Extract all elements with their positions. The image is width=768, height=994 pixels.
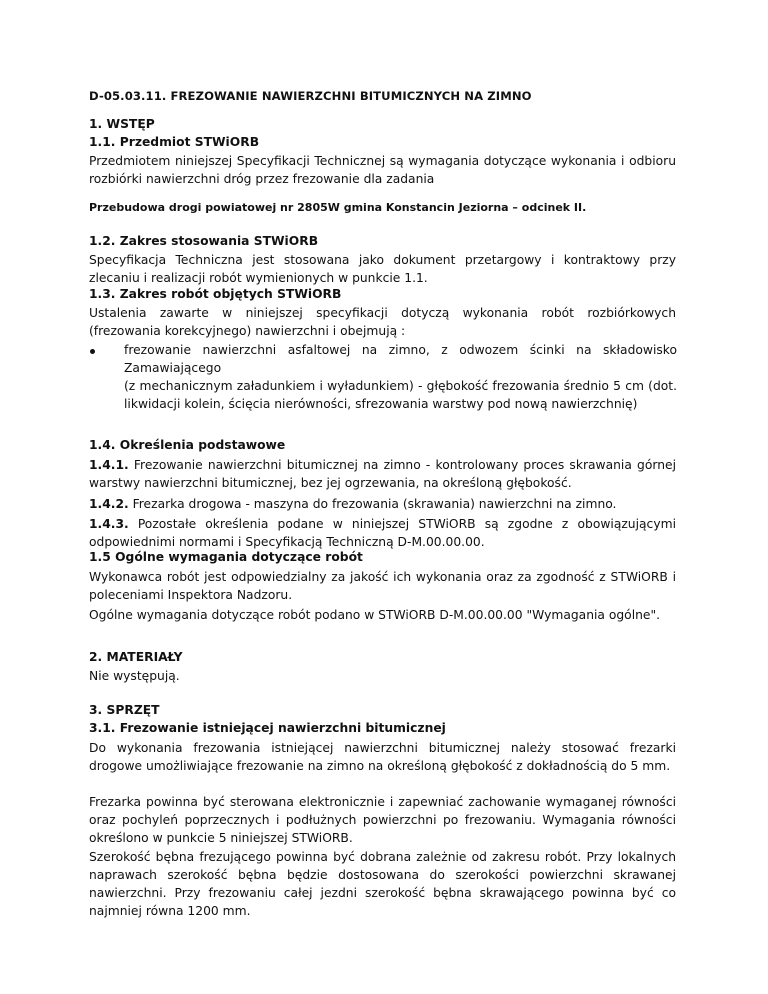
definition-text: Frezarka drogowa - maszyna do frezowania (skrawania) nawierzchni na zimno. [128, 497, 617, 511]
section-1-2-heading: 1.2. Zakres stosowania STWiORB [89, 234, 319, 248]
section-1-4-heading: 1.4. Określenia podstawowe [89, 438, 286, 452]
section-1-5-text-2: Ogólne wymagania dotyczące robót podano w STWiORB D-M.00.00.00 "Wymagania ogólne". [89, 608, 661, 622]
section-1-1-text: Przedmiotem niniejszej Specyfikacji Technicznej są wymagania dotyczące wykonania i odbioru rozbiórki nawierzchni dróg przez frezowanie dla zadania [89, 154, 676, 186]
section-2-text: Nie występują. [89, 669, 180, 683]
definition-text: Pozostałe określenia podane w niniejszej STWiORB są zgodne z obowiązującymi odpowiednimi normami i Specyfikacją Techniczną D-M.00.00.00. [89, 517, 676, 549]
section-3-1-text-3: Szerokość bębna frezującego powinna być dobrana zależnie od zakresu robót. Przy lokalnych naprawach szerokość bębna będzie dostosowana do szerokości powierzchni skrawanej nawierzchni. Przy frezowaniu całej jezdni szerokość bębna skrawającego powinna być co najmniej równa 1200 mm. [89, 850, 676, 918]
bullet-item-line-1: frezowanie nawierzchni asfaltowej na zimno, z odwozem ścinki na składowisko Zamawiającego [124, 343, 677, 375]
definition-number: 1.4.1. [89, 458, 129, 472]
section-1-2-text: Specyfikacja Techniczna jest stosowana jako dokument przetargowy i kontraktowy przy zlecaniu i realizacji robót wymienionych w punkcie 1.1. [89, 253, 676, 285]
bullet-icon [90, 349, 98, 357]
section-1-heading: 1. WSTĘP [89, 117, 155, 131]
document-title: D-05.03.11. FREZOWANIE NAWIERZCHNI BITUMICZNYCH NA ZIMNO [89, 89, 532, 103]
section-1-5-heading: 1.5 Ogólne wymagania dotyczące robót [89, 550, 363, 564]
section-3-1-text-1: Do wykonania frezowania istniejącej nawierzchni bitumicznej należy stosować frezarki drogowe umożliwiające frezowanie na zimno na określoną głębokość z dokładnością do 5 mm. [89, 741, 676, 773]
section-1-5-text-1: Wykonawca robót jest odpowiedzialny za jakość ich wykonania oraz za zgodność z STWiORB i poleceniami Inspektora Nadzoru. [89, 570, 676, 602]
definition-text: Frezowanie nawierzchni bitumicznej na zimno - kontrolowany proces skrawania górnej warstwy nawierzchni bitumicznej, bez jej ogrzewania, na określoną głębokość. [89, 458, 676, 490]
definition-1-4-3 [89, 515, 676, 551]
section-3-1-text-2: Frezarka powinna być sterowana elektronicznie i zapewniać zachowanie wymaganej równości oraz pochyleń poprzecznych i podłużnych powierzchni po frezowaniu. Wymagania równości określono w punkcie 5 niniejszej STWiORB. [89, 795, 676, 845]
section-1-3-text: Ustalenia zawarte w niniejszej specyfikacji dotyczą wykonania robót rozbiórkowych (frezowania korekcyjnego) nawierzchni i obejmują : [89, 306, 676, 338]
definition-number: 1.4.3. [89, 517, 129, 531]
section-1-3-heading: 1.3. Zakres robót objętych STWiORB [89, 287, 342, 301]
definition-number: 1.4.2. [89, 497, 129, 511]
section-3-heading: 3. SPRZĘT [89, 703, 160, 717]
bullet-item-line-2: (z mechanicznym załadunkiem i wyładunkiem) - głębokość frezowania średnio 5 cm (dot. likwidacji kolein, ścięcia nierówności, sfrezowania warstwy pod nową nawierzchnię) [124, 379, 677, 411]
project-name: Przebudowa drogi powiatowej nr 2805W gmina Konstancin Jeziorna – odcinek II. [89, 201, 587, 214]
section-2-heading: 2. MATERIAŁY [89, 650, 183, 664]
definition-1-4-1 [89, 456, 676, 492]
definition-1-4-2 [89, 495, 676, 513]
section-1-1-heading: 1.1. Przedmiot STWiORB [89, 135, 260, 149]
section-3-1-heading: 3.1. Frezowanie istniejącej nawierzchni bitumicznej [89, 721, 446, 735]
